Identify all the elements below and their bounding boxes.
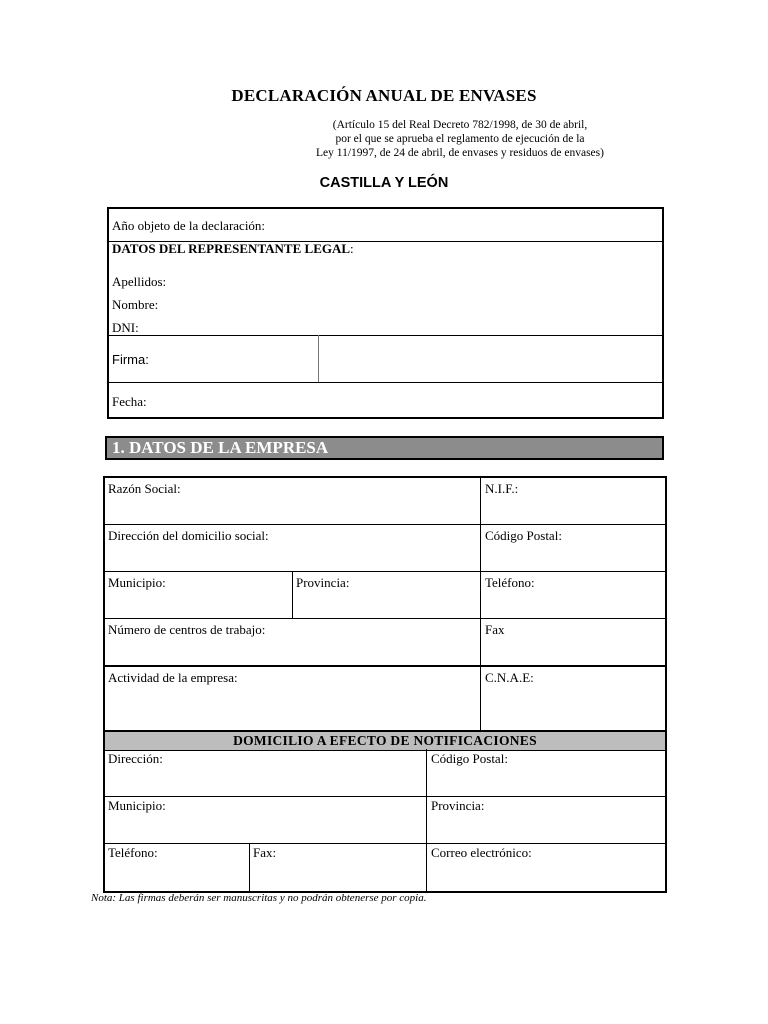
firma-field[interactable] — [319, 336, 660, 382]
notif-provincia-label: Provincia: — [431, 798, 485, 813]
centros-trabajo-label: Número de centros de trabajo: — [108, 622, 266, 637]
divider — [105, 665, 665, 667]
municipio-label: Municipio: — [108, 575, 166, 590]
legal-reference-line-2: por el que se aprueba el reglamento de ejecución de la — [335, 133, 585, 145]
dni-label: DNI: — [112, 320, 139, 335]
divider — [109, 382, 662, 383]
nif-label: N.I.F.: — [485, 481, 519, 496]
representative-heading — [112, 241, 354, 256]
company-data-box — [103, 476, 667, 893]
firma-label: Firma: — [112, 352, 149, 367]
notifications-heading: DOMICILIO A EFECTO DE NOTIFICACIONES — [105, 730, 665, 751]
cnae-label: C.N.A.E: — [485, 670, 534, 685]
divider — [105, 796, 665, 797]
divider — [105, 843, 665, 844]
codigo-postal-label: Código Postal: — [485, 528, 562, 543]
representative-heading-colon: : — [350, 241, 354, 256]
notif-correo-label: Correo electrónico: — [431, 845, 532, 860]
divider — [249, 843, 250, 891]
apellidos-label: Apellidos: — [112, 274, 167, 289]
footer-note: Nota: Las firmas deberán ser manuscritas y no podrán obtenerse por copia. — [91, 892, 427, 904]
representative-heading-text: DATOS DEL REPRESENTANTE LEGAL — [112, 241, 351, 256]
direccion-domicilio-label: Dirección del domicilio social: — [108, 528, 269, 543]
actividad-label: Actividad de la empresa: — [108, 670, 238, 685]
divider — [105, 524, 665, 525]
razon-social-label: Razón Social: — [108, 481, 181, 496]
notif-direccion-label: Dirección: — [108, 751, 163, 766]
legal-reference-line-1: (Artículo 15 del Real Decreto 782/1998, de 30 de abril, — [332, 119, 588, 131]
telefono-label: Teléfono: — [485, 575, 535, 590]
divider — [480, 478, 481, 730]
section-title: 1. DATOS DE LA EMPRESA — [112, 438, 329, 457]
notif-fax-label: Fax: — [253, 845, 277, 860]
divider — [105, 618, 665, 619]
fax-label: Fax — [485, 622, 505, 637]
divider — [426, 749, 427, 891]
divider — [292, 571, 293, 618]
notif-telefono-label: Teléfono: — [108, 845, 158, 860]
provincia-label: Provincia: — [296, 575, 350, 590]
legal-reference — [300, 118, 620, 160]
nombre-label: Nombre: — [112, 297, 159, 312]
section-header — [105, 436, 664, 460]
declaration-box — [107, 207, 664, 419]
region-title: CASTILLA Y LEÓN — [319, 175, 449, 191]
fecha-label: Fecha: — [112, 394, 147, 409]
notif-municipio-label: Municipio: — [108, 798, 166, 813]
document-title: DECLARACIÓN ANUAL DE ENVASES — [231, 86, 537, 105]
divider — [105, 571, 665, 572]
notif-codigo-postal-label: Código Postal: — [431, 751, 508, 766]
legal-reference-line-3: Ley 11/1997, de 24 de abril, de envases y residuos de envases) — [316, 147, 604, 159]
year-label: Año objeto de la declaración: — [112, 218, 266, 233]
